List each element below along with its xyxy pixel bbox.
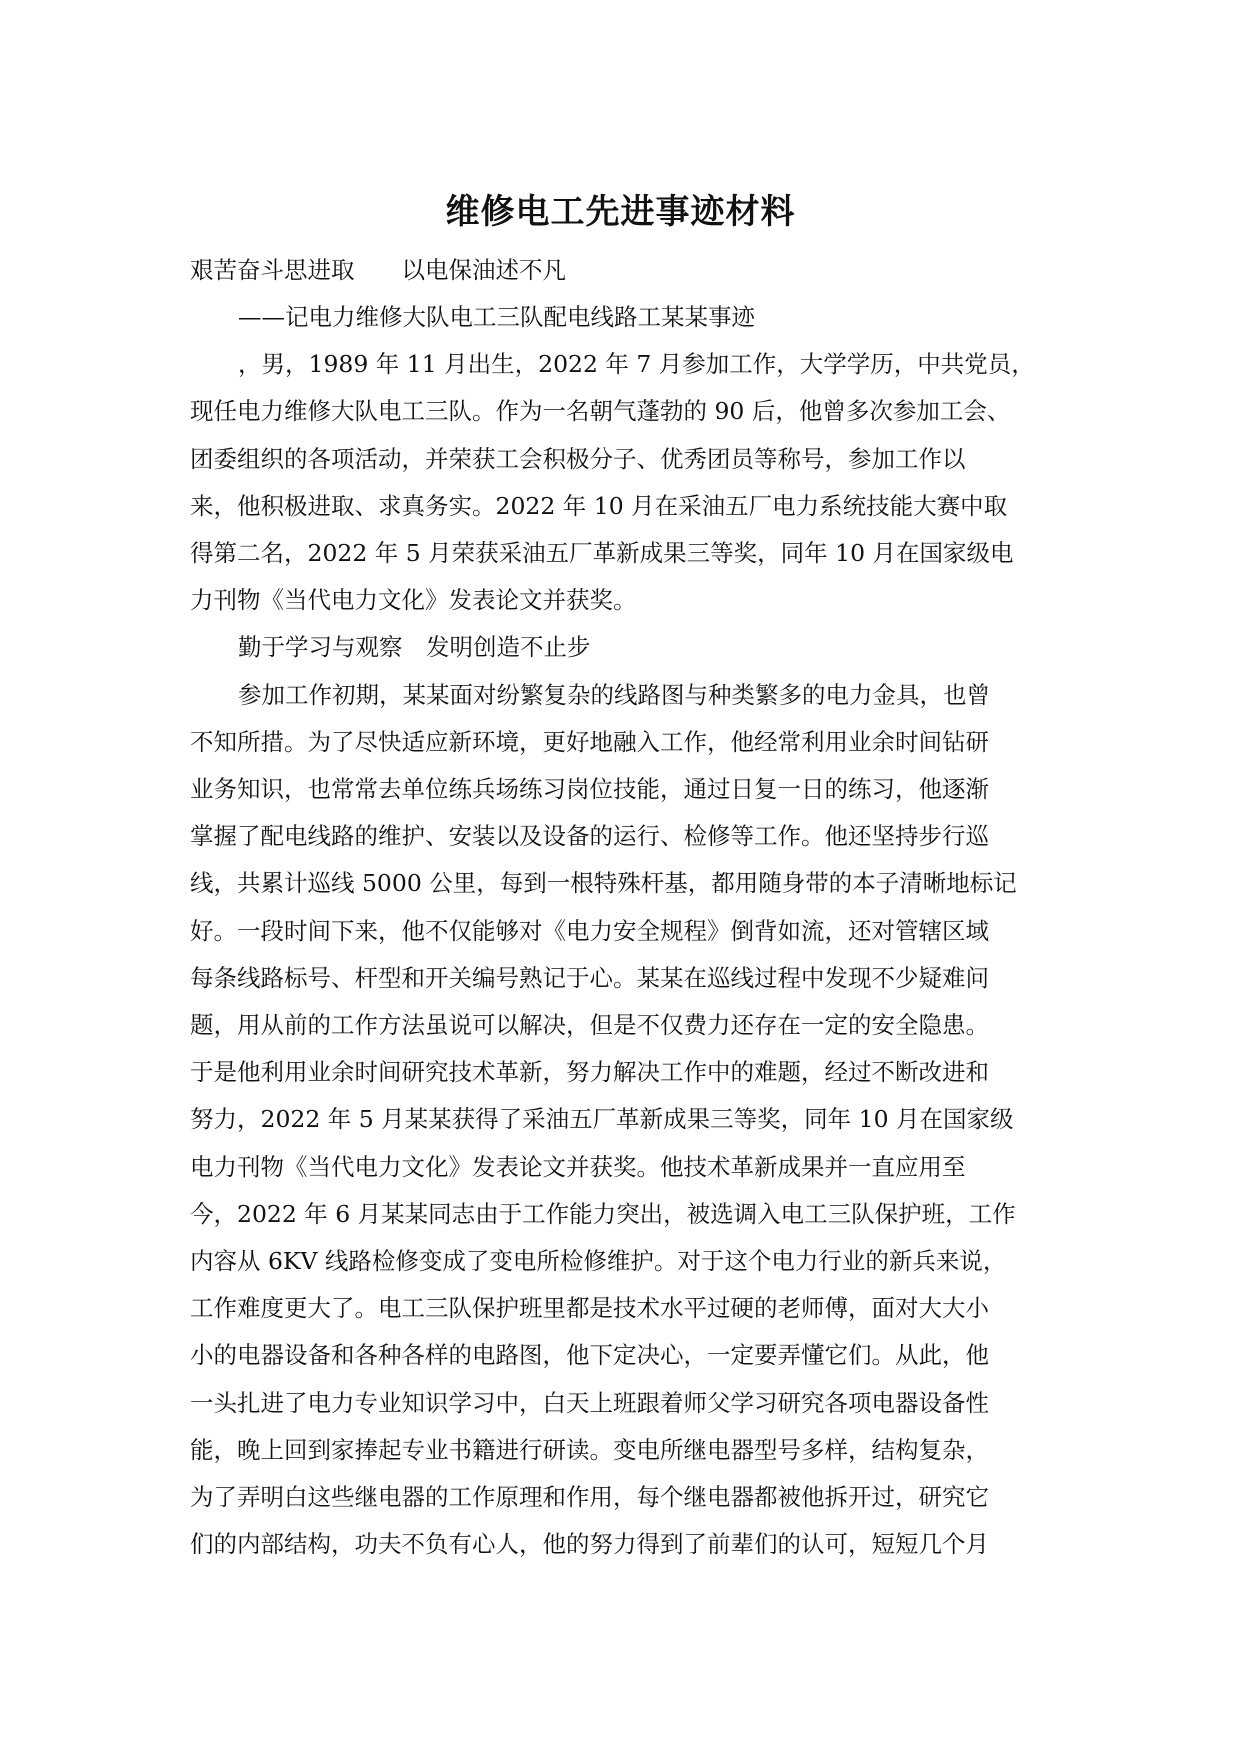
body-line: 来，他积极进取、求真务实。2022 年 10 月在采油五厂电力系统技能大赛中取 — [190, 492, 1008, 520]
body-line: 得第二名，2022 年 5 月荣获采油五厂革新成果三等奖，同年 10 月在国家级电 — [190, 539, 1014, 567]
body-line: 内容从 6KV 线路检修变成了变电所检修维护。对于这个电力行业的新兵来说， — [190, 1247, 1007, 1275]
body-line: 们的内部结构，功夫不负有心人，他的努力得到了前辈们的认可，短短几个月 — [190, 1530, 989, 1558]
body-line: 为了弄明白这些继电器的工作原理和作用，每个继电器都被他拆开过，研究它 — [190, 1483, 989, 1511]
body-line: 今，2022 年 6 月某某同志由于工作能力突出，被选调入电工三队保护班，工作 — [190, 1200, 1016, 1228]
body-line: 电力刊物《当代电力文化》发表论文并获奖。他技术革新成果并一直应用至 — [190, 1153, 966, 1181]
body-line: ，男，1989 年 11 月出生，2022 年 7 月参加工作，大学学历，中共党员， — [238, 350, 1035, 378]
body-line: 工作难度更大了。电工三队保护班里都是技术水平过硬的老师傅，面对大大小 — [190, 1294, 989, 1322]
body-line: 小的电器设备和各种各样的电路图，他下定决心，一定要弄懂它们。从此，他 — [190, 1341, 989, 1369]
body-line: 题，用从前的工作方法虽说可以解决，但是不仅费力还存在一定的安全隐患。 — [190, 1011, 989, 1039]
body-line: 好。一段时间下来，他不仅能够对《电力安全规程》倒背如流，还对管辖区域 — [190, 917, 989, 945]
body-line: 现任电力维修大队电工三队。作为一名朝气蓬勃的 90 后，他曾多次参加工会、 — [190, 397, 1011, 425]
body-line: 一头扎进了电力专业知识学习中，白天上班跟着师父学习研究各项电器设备性 — [190, 1389, 989, 1417]
body-line: 参加工作初期，某某面对纷繁复杂的线路图与种类繁多的电力金具，也曾 — [238, 681, 990, 709]
section-heading: 勤于学习与观察 发明创造不止步 — [238, 633, 591, 661]
body-line: 努力，2022 年 5 月某某获得了采油五厂革新成果三等奖，同年 10 月在国家级 — [190, 1105, 1014, 1133]
body-line: 掌握了配电线路的维护、安装以及设备的运行、检修等工作。他还坚持步行巡 — [190, 822, 989, 850]
document-title: 维修电工先进事迹材料 — [445, 192, 796, 232]
body-line: 线，共累计巡线 5000 公里，每到一根特殊杆基，都用随身带的本子清晰地标记 — [190, 869, 1017, 897]
body-line: 力刊物《当代电力文化》发表论文并获奖。 — [190, 586, 637, 614]
body-line: 每条线路标号、杆型和开关编号熟记于心。某某在巡线过程中发现不少疑难问 — [190, 964, 989, 992]
subtitle-byline: ——记电力维修大队电工三队配电线路工某某事迹 — [238, 303, 755, 331]
body-line: 业务知识，也常常去单位练兵场练习岗位技能，通过日复一日的练习，他逐渐 — [190, 775, 989, 803]
subtitle-line: 艰苦奋斗思进取 以电保油述不凡 — [190, 256, 566, 284]
body-line: 能，晚上回到家捧起专业书籍进行研读。变电所继电器型号多样，结构复杂， — [190, 1436, 989, 1464]
body-line: 于是他利用业余时间研究技术革新，努力解决工作中的难题，经过不断改进和 — [190, 1058, 989, 1086]
body-line: 团委组织的各项活动，并荣获工会积极分子、优秀团员等称号，参加工作以 — [190, 445, 966, 473]
body-line: 不知所措。为了尽快适应新环境，更好地融入工作，他经常利用业余时间钻研 — [190, 728, 989, 756]
